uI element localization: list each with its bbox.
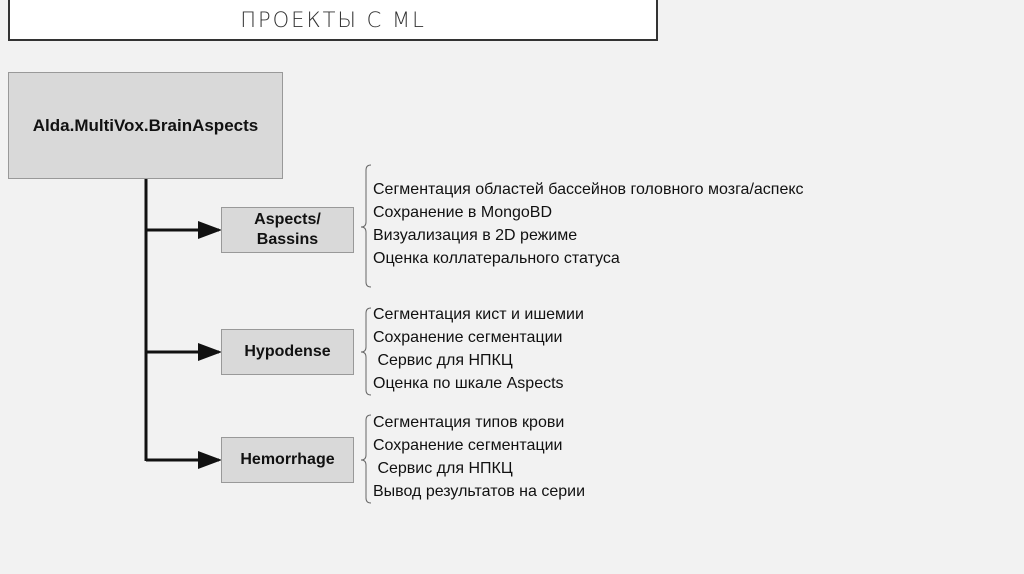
list-item: Сохранение в MongoBD <box>373 204 553 221</box>
list-item: Визуализация в 2D режиме <box>373 227 578 244</box>
module-box-hypodense <box>221 329 354 375</box>
list-item: Оценка коллатерального статуса <box>373 250 620 267</box>
root-project-box <box>8 72 283 179</box>
list-item: Оценка по шкале Aspects <box>373 375 564 392</box>
list-item: Сервис для НПКЦ <box>373 460 513 477</box>
module-box-aspects <box>221 207 354 253</box>
list-item: Сохранение сегментации <box>373 329 563 346</box>
slide-title: ПРОЕКТЫ С ML <box>240 7 426 32</box>
brace-hypodense <box>361 308 371 395</box>
module-label: Hypodense <box>244 343 331 360</box>
root-project-label: Alda.MultiVox.BrainAspects <box>32 115 259 135</box>
feature-list-aspects <box>373 178 804 270</box>
module-label-line2: Bassins <box>256 231 319 248</box>
module-box-hemorrhage <box>221 437 354 483</box>
module-label: Hemorrhage <box>240 451 335 468</box>
list-item: Сегментация типов крови <box>373 414 565 431</box>
list-item: Вывод результатов на серии <box>373 483 586 500</box>
module-label-line1: Aspects/ <box>254 211 321 228</box>
list-item: Сохранение сегментации <box>373 437 563 454</box>
list-item: Сервис для НПКЦ <box>373 352 513 369</box>
brace-aspects <box>361 165 371 287</box>
feature-list-hemorrhage <box>373 411 585 503</box>
list-item: Сегментация областей бассейнов головного мозга/аспекс <box>373 181 804 198</box>
feature-list-hypodense <box>373 303 584 395</box>
list-item: Сегментация кист и ишемии <box>373 306 584 323</box>
brace-hemorrhage <box>361 415 371 503</box>
